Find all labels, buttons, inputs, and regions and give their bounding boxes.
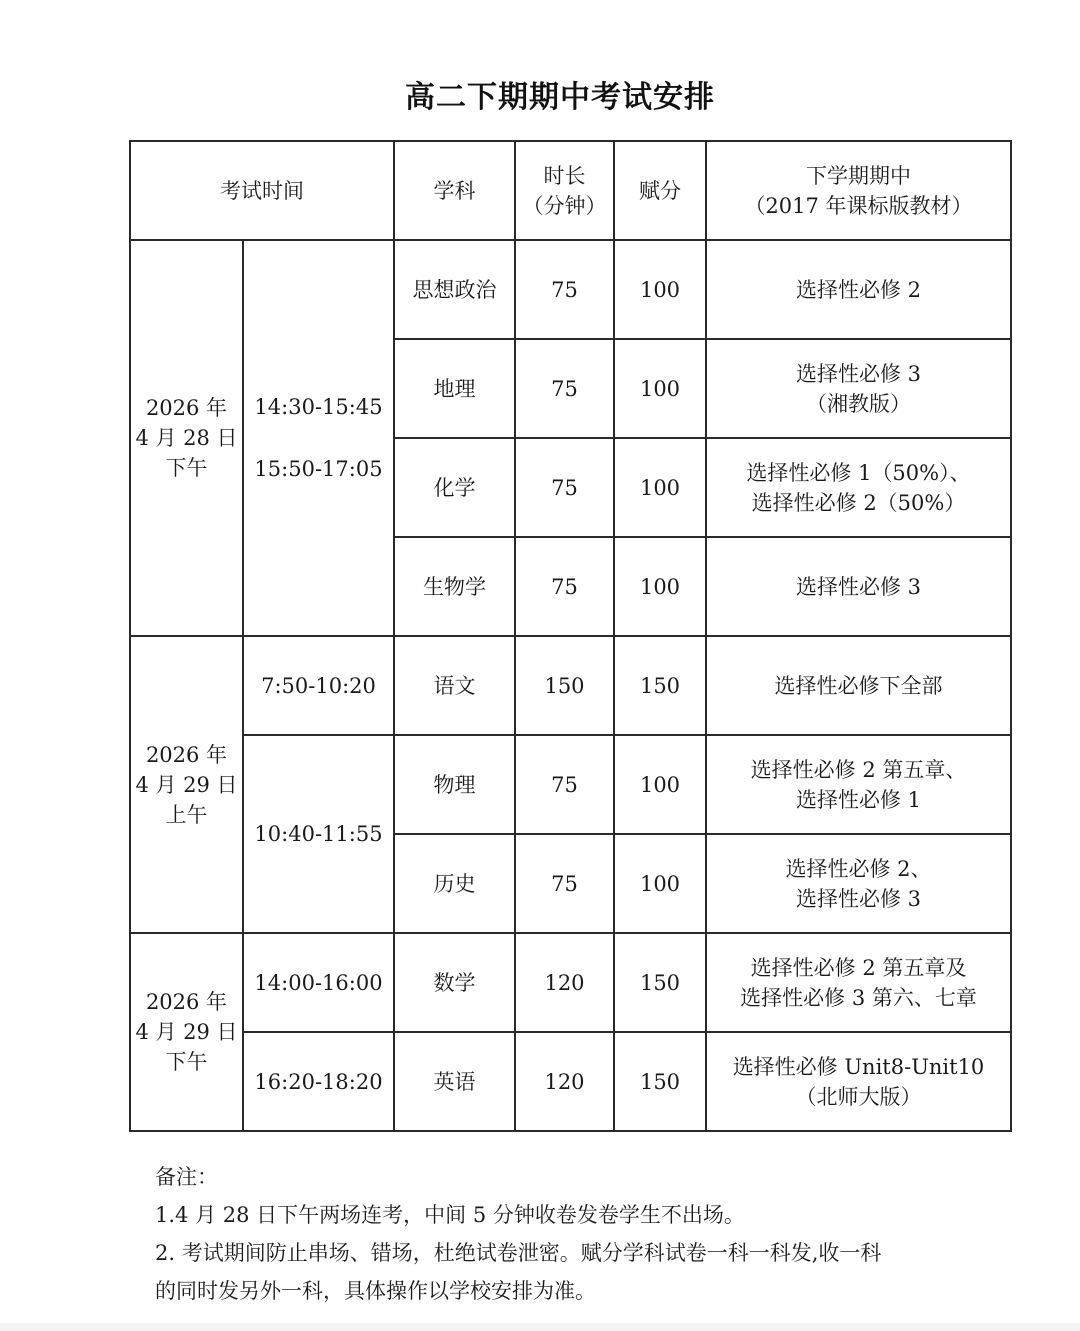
- score-cell: 150: [614, 1032, 706, 1131]
- header-exam-time: 考试时间: [130, 141, 394, 240]
- duration-cell: 75: [515, 339, 614, 438]
- duration-cell: 75: [515, 438, 614, 537]
- table-row: [130, 1032, 1011, 1131]
- header-scope-line2: （2017 年课标版教材）: [744, 193, 973, 218]
- score-cell: 100: [614, 735, 706, 834]
- scope-line: （北师大版）: [795, 1084, 922, 1109]
- subject-cell: 化学: [394, 438, 515, 537]
- duration-cell: 150: [515, 636, 614, 735]
- time-slot-cell: 14:00-16:00: [243, 933, 394, 1032]
- date-line: 上午: [165, 802, 208, 827]
- scope-line: 选择性必修 3: [795, 886, 922, 911]
- page-title: 高二下期期中考试安排: [405, 80, 715, 115]
- scope-line: 选择性必修 1（50%）、: [746, 460, 971, 485]
- date-line: 下午: [165, 1050, 208, 1074]
- header-score: 赋分: [614, 141, 706, 240]
- scope-line: 选择性必修 2、: [785, 856, 932, 881]
- table-row: [130, 735, 1011, 834]
- header-duration-line1: 时长: [543, 163, 586, 188]
- notes-heading: 备注：: [155, 1165, 218, 1189]
- subject-cell: 数学: [394, 933, 515, 1032]
- date-line: 4 月 28 日: [135, 426, 238, 450]
- scope-line: 选择性必修 3 第六、七章: [740, 985, 977, 1010]
- scope-cell: [706, 537, 1011, 636]
- date-line: 下午: [165, 456, 208, 480]
- scope-cell: [706, 339, 1011, 438]
- scope-cell: [706, 636, 1011, 735]
- scope-line: 选择性必修 3: [795, 361, 922, 386]
- time-slot-cell: 16:20-18:20: [243, 1032, 394, 1131]
- subject-cell: 地理: [394, 339, 515, 438]
- subject-cell: 英语: [394, 1032, 515, 1131]
- subject-cell: 生物学: [394, 537, 515, 636]
- header-scope-line1: 下学期期中: [806, 163, 911, 188]
- scope-cell: [706, 1032, 1011, 1131]
- duration-cell: 120: [515, 1032, 614, 1131]
- header-scope: [706, 141, 1011, 240]
- scope-line: 选择性必修 2 第五章及: [750, 955, 967, 980]
- scope-line: 选择性必修 3: [795, 574, 922, 599]
- header-subject: 学科: [394, 141, 515, 240]
- scope-line: 选择性必修 Unit8-Unit10: [732, 1054, 985, 1079]
- header-duration-line2: （分钟）: [522, 193, 607, 218]
- duration-cell: 75: [515, 834, 614, 933]
- date-line: 2026 年: [145, 990, 228, 1014]
- exam-date-cell: [130, 636, 243, 933]
- duration-cell: 75: [515, 240, 614, 339]
- score-cell: 100: [614, 537, 706, 636]
- duration-cell: 120: [515, 933, 614, 1032]
- duration-cell: 75: [515, 537, 614, 636]
- score-cell: 150: [614, 636, 706, 735]
- scope-line: 选择性必修 2: [795, 277, 922, 302]
- duration-cell: 75: [515, 735, 614, 834]
- subject-cell: 思想政治: [394, 240, 515, 339]
- time-slot-cell: 10:40-11:55: [243, 735, 394, 933]
- scope-cell: [706, 240, 1011, 339]
- scope-line: 选择性必修下全部: [774, 673, 943, 698]
- scope-cell: [706, 834, 1011, 933]
- table-header-row: [130, 141, 1011, 240]
- score-cell: 100: [614, 438, 706, 537]
- time-slot: 14:30-15:45: [254, 395, 383, 419]
- time-slot-cell: [243, 240, 394, 636]
- table-row: [130, 636, 1011, 735]
- time-slot: 15:50-17:05: [254, 457, 383, 481]
- notes-item-2-line-1: 2. 考试期间防止串场、错场，杜绝试卷泄密。赋分学科试卷一科一科发,收一科: [155, 1241, 882, 1265]
- scope-cell: [706, 933, 1011, 1032]
- date-line: 4 月 29 日: [135, 772, 238, 797]
- subject-cell: 语文: [394, 636, 515, 735]
- scope-cell: [706, 438, 1011, 537]
- notes-section: [155, 1158, 1005, 1310]
- subject-cell: 物理: [394, 735, 515, 834]
- notes-item-1: 1.4 月 28 日下午两场连考，中间 5 分钟收卷发卷学生不出场。: [155, 1203, 745, 1227]
- score-cell: 100: [614, 240, 706, 339]
- header-duration: [515, 141, 614, 240]
- exam-date-cell: [130, 933, 243, 1131]
- table-row: [130, 933, 1011, 1032]
- table-row: [130, 240, 1011, 339]
- scope-line: 选择性必修 2（50%）: [751, 490, 966, 515]
- score-cell: 100: [614, 834, 706, 933]
- date-line: 2026 年: [145, 742, 228, 767]
- scope-line: 选择性必修 1: [795, 787, 922, 812]
- scope-line: （湘教版）: [806, 391, 911, 416]
- notes-item-2-line-2: 的同时发另外一科，具体操作以学校安排为准。: [155, 1279, 596, 1303]
- score-cell: 150: [614, 933, 706, 1032]
- date-line: 2026 年: [145, 396, 228, 420]
- date-line: 4 月 29 日: [135, 1020, 238, 1044]
- exam-schedule-table: [129, 140, 1012, 1132]
- time-slot-cell: 7:50-10:20: [243, 636, 394, 735]
- score-cell: 100: [614, 339, 706, 438]
- scope-line: 选择性必修 2 第五章、: [750, 757, 967, 782]
- page-bottom-edge: [0, 1323, 1080, 1331]
- exam-date-cell: [130, 240, 243, 636]
- scope-cell: [706, 735, 1011, 834]
- subject-cell: 历史: [394, 834, 515, 933]
